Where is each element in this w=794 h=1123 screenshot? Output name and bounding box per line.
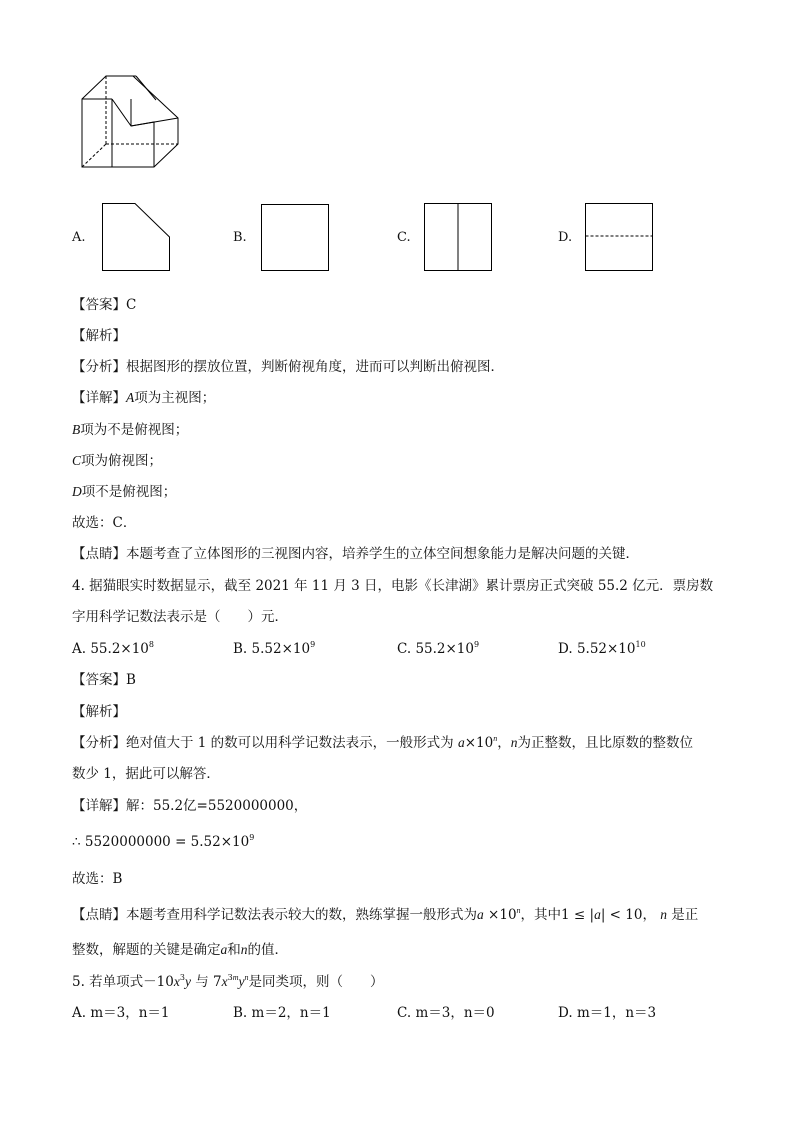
fenxi-tag: 【分析】: [72, 735, 126, 751]
option-base: 55.2×10: [90, 641, 149, 657]
q4-detail-line-1: [72, 797, 307, 815]
dianjing-text: 的值．: [247, 942, 288, 958]
q4-answer-line: [72, 671, 136, 689]
fenxi-text: ，: [497, 735, 511, 751]
detail-text: 解：55.2亿=5520000000，: [126, 798, 308, 814]
q3-detail-line-1: [72, 389, 215, 407]
option-exp: 9: [310, 640, 316, 649]
dianjing-text: 整数，解题的关键是确定: [72, 942, 221, 958]
option-text: m＝2，n＝1: [251, 1005, 331, 1021]
option-letter: D.: [558, 641, 573, 657]
math-n-exp: n: [493, 734, 498, 743]
q3-option-a-label: A.: [72, 230, 86, 245]
math-a: a: [477, 907, 484, 922]
q4-stem-line-2: 字用科学记数法表示是（ ）元．: [72, 609, 288, 625]
dianjing-tag: 【点睛】: [72, 907, 126, 923]
detail-letter: C: [72, 453, 82, 468]
q5-option-a: [72, 1004, 170, 1022]
math-y: y: [238, 974, 245, 989]
solid-figure-drawing: [80, 74, 180, 170]
math-x: x: [173, 974, 180, 989]
option-base: 55.2×10: [415, 641, 474, 657]
math-n: n: [240, 942, 248, 957]
q3-option-a-figure: [102, 203, 170, 271]
dianjing-text: 和: [227, 942, 241, 958]
detail-text: ∴ 5520000000 = 5.52×10: [72, 834, 250, 850]
dianjing-text: 本题考查了立体图形的三视图内容，培养学生的立体空间想象能力是解决问题的关键．: [126, 546, 639, 562]
q3-option-d-figure: [585, 203, 653, 271]
math-n: n: [510, 735, 518, 750]
option-exp: 9: [474, 640, 480, 649]
q3-analysis-heading: 【解析】: [72, 328, 126, 344]
math-n-exp: n: [516, 906, 521, 915]
detail-letter: A: [126, 390, 135, 405]
option-letter: B.: [233, 1005, 248, 1021]
math-y: y: [184, 974, 191, 989]
option-letter: B.: [233, 641, 248, 657]
math-a: a: [457, 735, 465, 750]
q3-choice: 故选：C．: [72, 515, 137, 531]
option-letter: D.: [558, 1005, 573, 1021]
detail-letter: D: [72, 484, 82, 499]
q3-detail-line-4: [72, 483, 176, 501]
q4-choice: 故选：B: [72, 871, 123, 887]
q3-option-d-label: D.: [558, 230, 573, 245]
option-text: m＝3，n＝0: [415, 1005, 495, 1021]
option-text: m＝1，n＝3: [576, 1005, 657, 1021]
q3-fenxi-line: [72, 358, 504, 376]
q4-dianjing-line-2: [72, 941, 288, 959]
q3-dianjing-line: [72, 545, 639, 563]
q4-detail-line-2: [72, 833, 254, 851]
option-base: 5.52×10: [576, 641, 636, 657]
q4-dianjing-line-1: 【点睛】本题考查用科学记数法表示较大的数，熟练掌握一般形式为$a \times 10^n$，其中1 ≤ |a| < 10， n 是正: [72, 906, 699, 923]
dianjing-text: 本题考查用科学记数法表示较大的数，熟练掌握一般形式为: [126, 907, 477, 923]
dianjing-tag: 【点睛】: [72, 546, 126, 562]
detail-text: 项为不是俯视图；: [80, 422, 189, 438]
fenxi-text: 绝对值大于 1 的数可以用科学记数法表示，一般形式为: [126, 735, 458, 751]
math-n: n: [660, 907, 667, 922]
q4-stem-line-1: 4. 据猫眼实时数据显示，截至 2021 年 11 月 3 日，电影《长津湖》累计票房正式突破 55.2 亿元．票房数: [72, 578, 714, 594]
math-a: a: [220, 942, 228, 957]
q3-detail-line-3: [72, 452, 162, 470]
q4-analysis-heading: 【解析】: [72, 704, 126, 720]
q3-option-b-label: B.: [233, 230, 247, 245]
q3-option-c-figure: [424, 203, 492, 271]
detail-letter: B: [72, 422, 81, 437]
math-a: a: [594, 907, 601, 922]
q4-option-a: [72, 640, 154, 658]
stem-text: 5. 若单项式－10: [72, 974, 174, 990]
answer-value: C: [126, 297, 137, 313]
stem-text: 与 7: [195, 974, 222, 990]
xiangjie-tag: 【详解】: [72, 390, 126, 406]
option-base: 5.52×10: [251, 641, 311, 657]
q5-option-d: [558, 1004, 656, 1022]
dianjing-text: 是正: [671, 907, 699, 923]
detail-text: 项为俯视图；: [81, 453, 163, 469]
option-letter: C.: [397, 641, 412, 657]
option-letter: A.: [72, 1005, 87, 1021]
q4-fenxi-line-1: 【分析】绝对值大于 1 的数可以用科学记数法表示，一般形式为 $a\times 10^n$，n为正整数，且比原数的整数位: [72, 734, 693, 751]
option-exp: 10: [635, 640, 646, 649]
fenxi-text: 根据图形的摆放位置，判断俯视角度，进而可以判断出俯视图．: [126, 359, 504, 375]
stem-text: 是同类项，则（ ）: [248, 974, 384, 990]
dianjing-text: ，: [642, 907, 656, 923]
detail-exp: 9: [249, 833, 255, 842]
answer-tag: 【答案】: [72, 297, 126, 313]
fenxi-tag: 【分析】: [72, 359, 126, 375]
q5-option-c: [397, 1004, 495, 1022]
detail-text: 项不是俯视图；: [81, 484, 177, 500]
q5-stem: 5. 若单项式$-10x^3y$ 与 $7x^{3m}y^n$是同类项，则（ ）: [72, 973, 384, 990]
q4-option-c: [397, 640, 479, 658]
q4-option-d: [558, 640, 646, 658]
fenxi-text: 为正整数，且比原数的整数位: [517, 735, 693, 751]
q3-detail-line-2: [72, 421, 188, 439]
math-x: x: [221, 974, 228, 989]
answer-tag: 【答案】: [72, 672, 126, 688]
q5-option-b: [233, 1004, 331, 1022]
option-letter: C.: [397, 1005, 412, 1021]
detail-text: 项为主视图；: [134, 390, 216, 406]
q4-fenxi-line-2: 数少 1，据此可以解答．: [72, 766, 220, 782]
answer-value: B: [126, 672, 136, 688]
dianjing-text: ，其中: [520, 907, 562, 923]
q3-option-c-label: C.: [397, 230, 411, 245]
xiangjie-tag: 【详解】: [72, 798, 126, 814]
q4-option-b: [233, 640, 315, 658]
q3-option-b-figure: [261, 204, 329, 271]
option-exp: 8: [148, 640, 154, 649]
q3-answer-line: [72, 296, 136, 314]
option-text: m＝3，n＝1: [90, 1005, 170, 1021]
option-letter: A.: [72, 641, 87, 657]
